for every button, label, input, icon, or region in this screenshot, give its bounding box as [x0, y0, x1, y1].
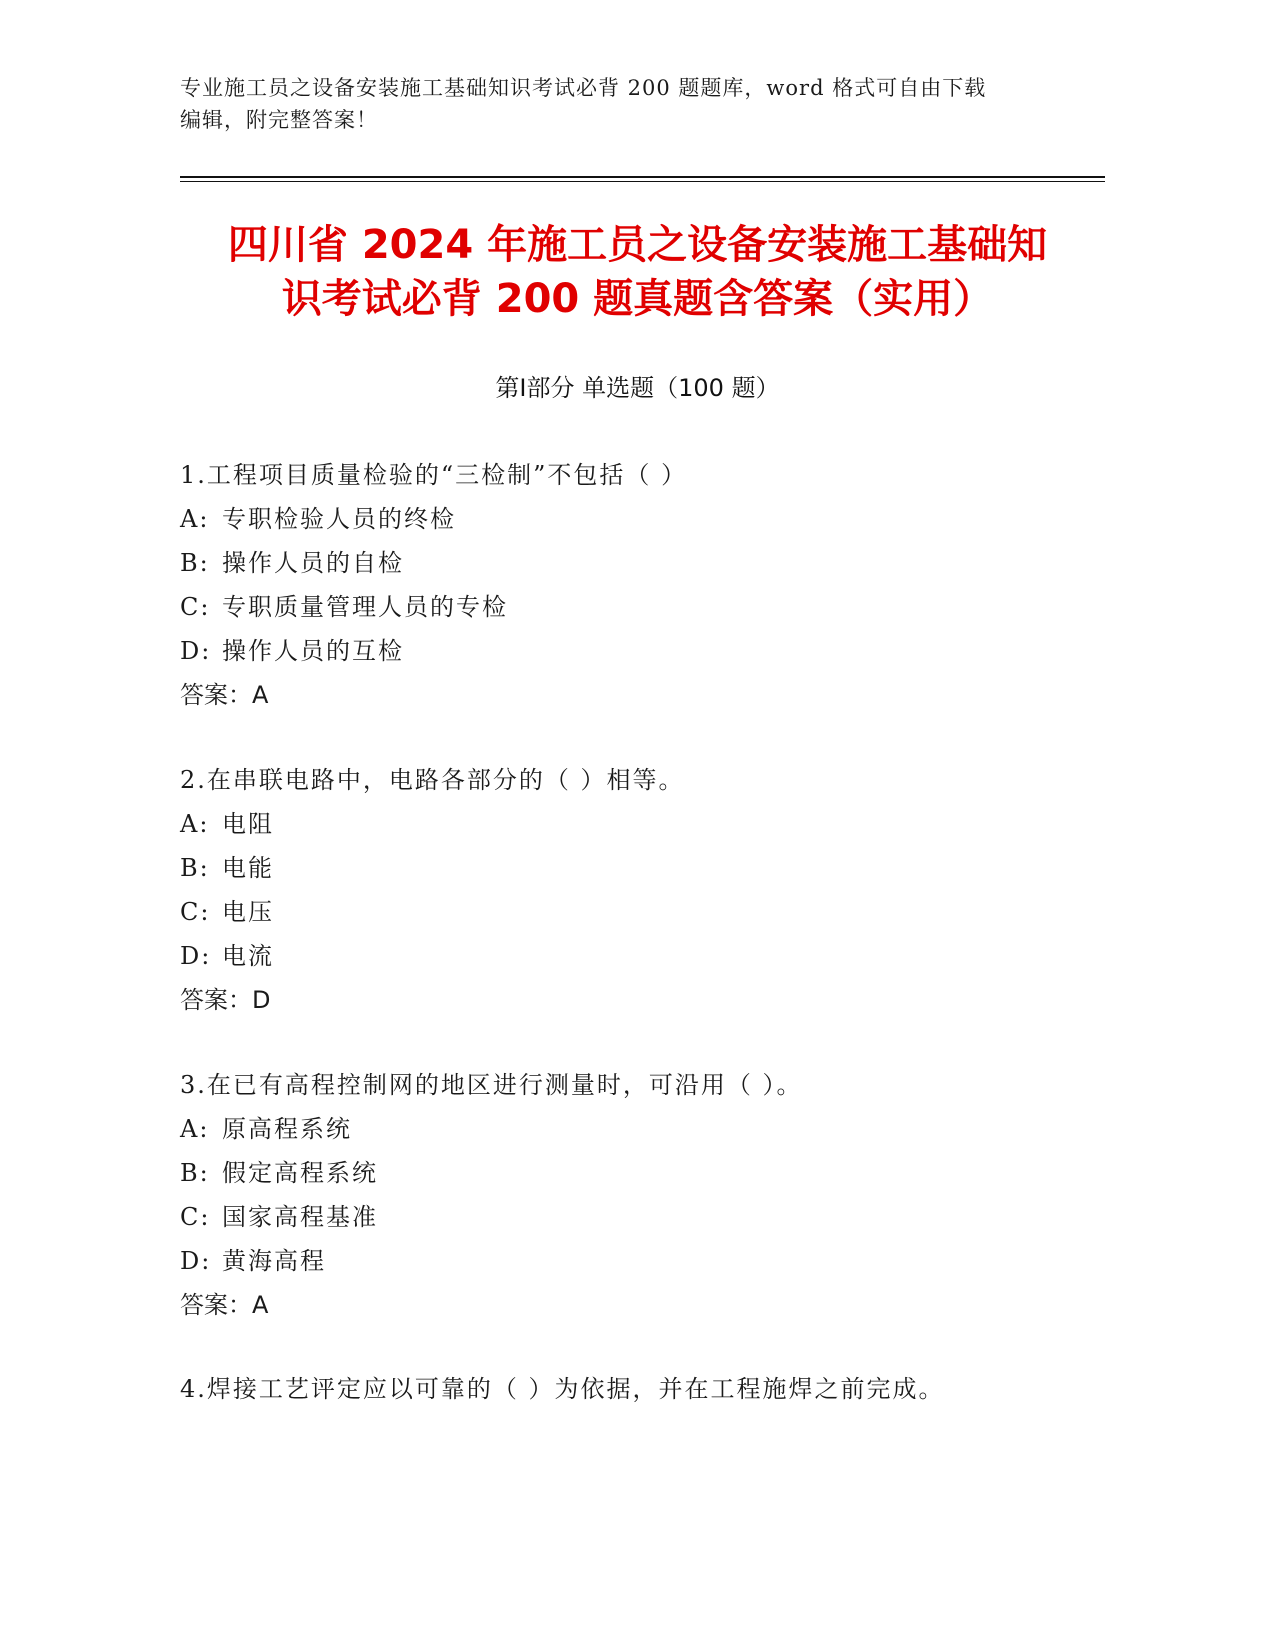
question-3: [180, 1063, 1120, 1327]
option-a: [180, 1107, 1120, 1151]
question-2: [180, 758, 1120, 1022]
option-b: [180, 846, 1120, 890]
option-text: 国家高程基准: [222, 1203, 378, 1231]
option-letter: B:: [180, 854, 210, 882]
option-text: 假定高程系统: [222, 1159, 378, 1187]
answer-line: 答案：D: [180, 986, 271, 1014]
option-text: 专职检验人员的终检: [222, 505, 456, 533]
header-rule: [180, 176, 1105, 178]
option-c: [180, 1195, 1120, 1239]
option-text: 电阻: [222, 810, 274, 838]
option-letter: A:: [180, 1115, 210, 1143]
option-a: [180, 802, 1120, 846]
option-letter: B:: [180, 1159, 210, 1187]
header-note-line2: 编辑，附完整答案！: [180, 108, 378, 132]
question-stem: 3.在已有高程控制网的地区进行测量时，可沿用（ ）。: [180, 1071, 803, 1099]
option-text: 电流: [222, 942, 274, 970]
question-4: [180, 1367, 1120, 1411]
question-1: [180, 453, 1120, 717]
option-b: [180, 1151, 1120, 1195]
option-text: 操作人员的自检: [222, 549, 404, 577]
option-text: 操作人员的互检: [222, 637, 404, 665]
option-text: 电压: [222, 898, 274, 926]
option-letter: C:: [180, 898, 211, 926]
question-stem: 1.工程项目质量检验的“三检制”不包括（ ）: [180, 461, 688, 489]
document-title-line1: 四川省 2024 年施工员之设备安装施工基础知: [227, 222, 1048, 268]
option-letter: D:: [180, 942, 212, 970]
option-letter: D:: [180, 1247, 212, 1275]
document-title: [180, 218, 1095, 326]
answer-line: 答案：A: [180, 681, 269, 709]
option-c: [180, 585, 1120, 629]
option-text: 电能: [222, 854, 274, 882]
option-d: [180, 1239, 1120, 1283]
option-a: [180, 497, 1120, 541]
section-heading: 第Ⅰ部分 单选题（100 题）: [495, 374, 780, 402]
option-text: 专职质量管理人员的专检: [222, 593, 508, 621]
option-letter: A:: [180, 810, 210, 838]
option-letter: C:: [180, 1203, 211, 1231]
header-rule-thin: [180, 181, 1105, 182]
option-d: [180, 934, 1120, 978]
option-text: 黄海高程: [222, 1247, 326, 1275]
option-b: [180, 541, 1120, 585]
option-letter: B:: [180, 549, 210, 577]
answer-line: 答案：A: [180, 1291, 269, 1319]
header-note-line1: 专业施工员之设备安装施工基础知识考试必背 200 题题库，word 格式可自由下载: [180, 76, 987, 100]
question-stem: 2.在串联电路中，电路各部分的（ ）相等。: [180, 766, 685, 794]
option-letter: D:: [180, 637, 212, 665]
option-d: [180, 629, 1120, 673]
option-text: 原高程系统: [222, 1115, 352, 1143]
document-title-line2: 识考试必背 200 题真题含答案（实用）: [281, 276, 994, 322]
option-letter: A:: [180, 505, 210, 533]
header-note: [180, 72, 1060, 136]
question-stem: 4.焊接工艺评定应以可靠的（ ）为依据，并在工程施焊之前完成。: [180, 1375, 945, 1403]
option-letter: C:: [180, 593, 211, 621]
option-c: [180, 890, 1120, 934]
